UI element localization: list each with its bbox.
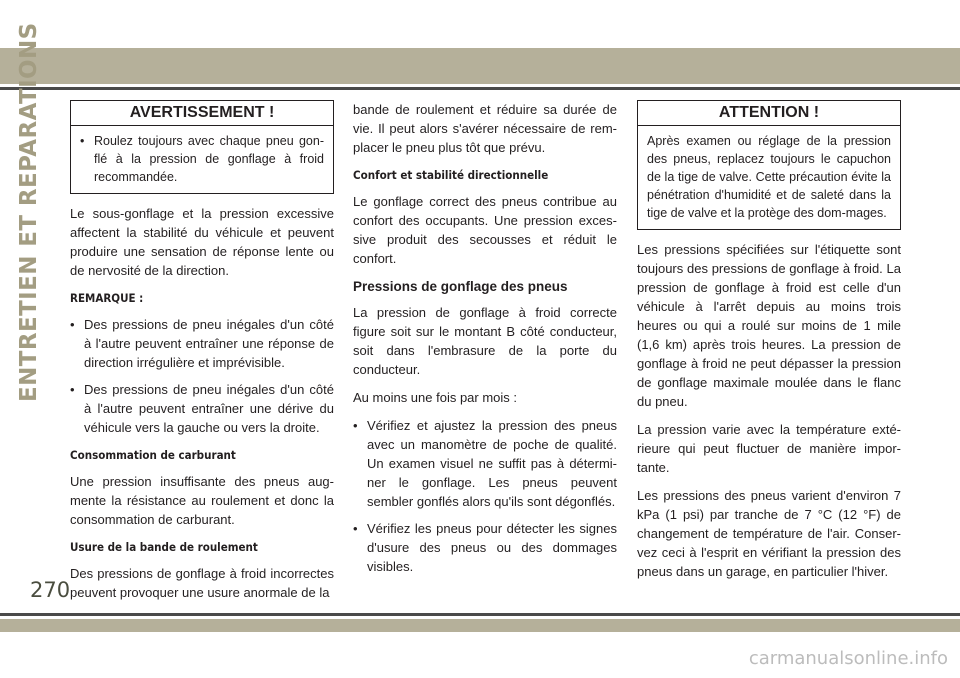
attention-body: Après examen ou réglage de la pression des pneus, replacez toujours le capuchon de la tige de valve. Cette précaution évite la pénétration d'humidité et de saleté dans la tige de valve et la protège des dom-mages.	[647, 134, 891, 220]
column-2	[353, 100, 617, 585]
list-item: • Des pressions de pneu inégales d'un côté à l'autre peuvent entraîner une dérive du véhicule vers la gauche ou vers la droite.	[70, 380, 334, 437]
footer-band	[0, 619, 960, 632]
attention-title: ATTENTION !	[638, 101, 900, 126]
page-number: 270	[30, 578, 71, 602]
warning-box	[70, 100, 334, 194]
heading-pressions: Pressions de gonflage des pneus	[353, 279, 568, 294]
footer-rule	[0, 613, 960, 616]
header-rule	[0, 87, 960, 90]
attention-box	[637, 100, 901, 230]
subheading-usure: Usure de la bande de roulement	[70, 540, 258, 554]
paragraph: bande de roulement et réduire sa durée de vie. Il peut alors s'avérer nécessaire de rem-placer le pneu plus tôt que prévu.	[353, 102, 617, 155]
header-band	[0, 48, 960, 84]
paragraph: Le gonflage correct des pneus contribue au confort des occupants. Une pression exces-sive produit des secousses et réduit le confort.	[353, 194, 617, 266]
list-item: • Des pressions de pneu inégales d'un côté à l'autre peuvent entraîner une réponse de direction irrégulière et imprévisible.	[70, 315, 334, 372]
section-side-title-text: ENTRETIEN ET REPARATIONS	[16, 22, 42, 402]
watermark-text: carmanualsonline.info	[748, 648, 948, 669]
paragraph: Des pressions de gonflage à froid incorrectes peuvent provoquer une usure anormale de la	[70, 566, 334, 600]
subheading-confort: Confort et stabilité directionnelle	[353, 168, 549, 182]
paragraph: Les pressions spécifiées sur l'étiquette sont toujours des pressions de gonflage à froid. La pression de gonflage à froid est celle d'un véhicule à l'arrêt depuis au moins trois heures ou qui a roulé sur moins de 1 mile (1,6 km) après trois heures. La pression de gonflage à froid ne peut dépasser la pression de gonflage maximale moulée dans le flanc du pneu.	[637, 242, 901, 409]
remarque-heading: REMARQUE :	[70, 291, 144, 305]
paragraph: Les pressions des pneus varient d'environ 7 kPa (1 psi) par tranche de 7 °C (12 °F) de changement de température de l'air. Conser-vez ceci à l'esprit en vérifiant la pression des pneus dans un garage, en particulier l'hiver.	[637, 488, 901, 579]
paragraph: La pression de gonflage à froid correcte figure soit sur le montant B côté conducteur, soit dans l'embrasure de la porte du conducteur.	[353, 305, 617, 377]
paragraph: La pression varie avec la température exté-rieure qui peut fluctuer de manière impor-tante.	[637, 422, 901, 475]
subheading-consommation: Consommation de carburant	[70, 448, 236, 462]
remarque-list	[70, 315, 334, 437]
list-item: • Vérifiez et ajustez la pression des pneus avec un manomètre de poche de qualité. Un examen visuel ne suffit pas à détermi-ner le gonflage. Les pneus peuvent sembler gonflés alors qu'ils sont dégonflés.	[353, 416, 617, 511]
paragraph: Le sous-gonflage et la pression excessive affectent la stabilité du véhicule et peuvent produire une sensation de réponse lente ou de nervosité de la direction.	[70, 206, 334, 278]
list-item: • Vérifiez les pneus pour détecter les signes d'usure des pneus ou des dommages visibles.	[353, 519, 617, 576]
warning-item: • Roulez toujours avec chaque pneu gon-flé à la pression de gonflage à froid recommandée.	[80, 132, 324, 186]
paragraph: Une pression insuffisante des pneus aug-mente la résistance au roulement et donc la consommation de carburant.	[70, 474, 334, 527]
column-1	[70, 100, 334, 611]
warning-title: AVERTISSEMENT !	[71, 101, 333, 126]
paragraph: Au moins une fois par mois :	[353, 390, 518, 405]
check-list	[353, 416, 617, 576]
column-3	[637, 100, 901, 590]
warning-body	[71, 126, 333, 193]
